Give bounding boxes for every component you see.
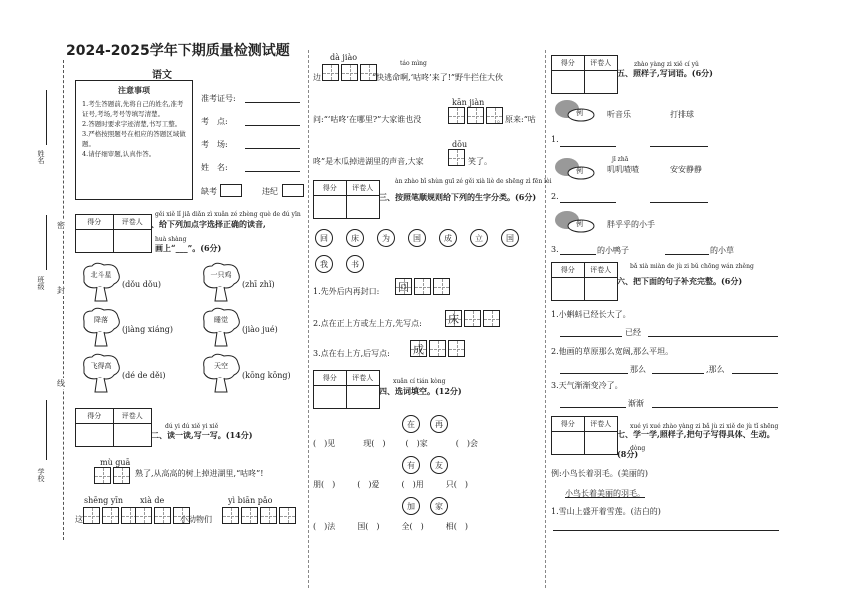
- room-label: 考 场:: [201, 140, 228, 149]
- column-separator: [545, 50, 546, 588]
- char-circle: 为: [377, 229, 395, 247]
- char-circle: 国: [501, 229, 519, 247]
- q5-answer1a[interactable]: [560, 146, 616, 147]
- mid-sentence4b: 。原来:“咕: [497, 115, 536, 124]
- q4-pair2: [402, 456, 448, 474]
- q6-s2c: ,那么: [706, 365, 725, 374]
- q3-char-circles: [315, 229, 519, 247]
- mid-pinyin-taoming: táo mìng: [400, 60, 427, 67]
- q3-boxes-rule3[interactable]: [410, 340, 467, 357]
- notice-title: 注意事项: [118, 85, 150, 95]
- q2-pinyin-shengyin: shēng yīn: [84, 496, 124, 505]
- q2-boxes-mugua[interactable]: [94, 467, 132, 484]
- reading-options[interactable]: (jiào jué): [242, 325, 278, 334]
- q5-ex3: 胖乎乎的小手: [607, 220, 655, 229]
- q2-pinyin-yibianpao: yì biān pǎo: [228, 496, 273, 505]
- sample-char: 回: [398, 280, 409, 294]
- word-choice: 再: [430, 415, 448, 433]
- mid-boxes-dou[interactable]: [448, 149, 467, 166]
- blank-item[interactable]: 现( ): [363, 439, 386, 448]
- example-badge-icon: [553, 156, 597, 180]
- score-label: 得分: [552, 56, 585, 71]
- char-circle: 床: [346, 229, 364, 247]
- reading-options[interactable]: (dǒu dǒu): [122, 280, 161, 289]
- q1-pinyin2: huà shàng: [155, 236, 187, 243]
- reading-options[interactable]: (zhī zhǐ): [242, 280, 275, 289]
- name-label: 姓 名:: [201, 163, 228, 172]
- q7-example-answer: 小鸟长着美丽的羽毛。: [565, 489, 645, 498]
- q1-instruction: 、给下列加点字选择正确的读音,: [151, 219, 266, 229]
- q4-instruction: 四、选词填空。(12分): [379, 386, 462, 396]
- example-label: 例: [576, 220, 583, 228]
- binding-school-line: [46, 400, 47, 460]
- q5-ex1: 听音乐: [607, 110, 631, 119]
- q5-pinyin-jizha: jī zhā: [612, 156, 629, 163]
- q2-sentence1: 熟了,从高高的树上掉进湖里,“咕咚”!: [135, 469, 264, 478]
- char-circle: 我: [315, 255, 333, 273]
- sample-char: 床: [448, 312, 459, 326]
- grader-label: 评卷人: [585, 56, 618, 71]
- tree-word: 睡觉: [214, 316, 228, 324]
- grader-cell[interactable]: [585, 432, 618, 454]
- q6-s2b: 那么: [630, 365, 646, 374]
- word-choice: 加: [402, 497, 420, 515]
- char-circle: 书: [346, 255, 364, 273]
- reading-options[interactable]: (dé de děi): [122, 371, 166, 380]
- blank-item[interactable]: 全( ): [401, 522, 424, 531]
- score-box-q4: [313, 370, 380, 409]
- grader-cell[interactable]: [585, 278, 618, 300]
- q3-instruction: 三、按照笔顺规则给下列的生字分类。(6分): [379, 192, 537, 202]
- q1-instruction2: 画上“___”。(6分): [155, 243, 222, 253]
- score-cell[interactable]: [552, 278, 585, 300]
- example-label: 例: [576, 109, 583, 117]
- score-label: 得分: [552, 417, 585, 432]
- blank-item[interactable]: ( )家: [405, 439, 436, 448]
- sample-char: 成: [413, 342, 424, 356]
- grader-label: 评卷人: [114, 215, 152, 230]
- q5-ex2: 叽叽喳喳: [607, 165, 639, 174]
- binding-class-label: 班级: [37, 276, 45, 290]
- score-cell[interactable]: [552, 432, 585, 454]
- q1-pinyin: gěi xiě lǐ jiā diǎn zì xuǎn zé zhèng què de dú yīn: [155, 211, 301, 218]
- q3-boxes-rule1[interactable]: [395, 278, 452, 295]
- grader-cell[interactable]: [347, 196, 380, 218]
- score-label: 得分: [314, 371, 347, 386]
- q4-row2: [313, 479, 468, 490]
- score-box-q3: [313, 180, 380, 219]
- score-box-q5: [551, 55, 618, 94]
- q6-blank3a[interactable]: [560, 407, 626, 408]
- blank-item[interactable]: ( )法: [313, 522, 336, 531]
- tree-word: 一只鸡: [210, 271, 232, 279]
- violation-label: 违纪: [262, 187, 278, 196]
- notice-item: 4.请仔细审题,认真作答。: [82, 150, 156, 158]
- q5-ex3c: 的小草: [710, 246, 734, 255]
- notice-box: [75, 80, 193, 200]
- blank-item[interactable]: ( )爱: [357, 480, 380, 489]
- word-tree-icon: [200, 307, 242, 347]
- site-field[interactable]: [245, 125, 300, 126]
- q6-s3b: 渐渐: [628, 399, 644, 408]
- q7-answer1[interactable]: [553, 530, 779, 531]
- q3-pinyin: àn zhào bǐ shùn guī zé gěi xià liè de shēng zì fēn lèi: [395, 178, 552, 185]
- mid-bian: 边: [313, 73, 321, 82]
- char-circle: 回: [315, 229, 333, 247]
- reading-options[interactable]: (jiàng xiáng): [122, 325, 173, 334]
- q5-answer2b[interactable]: [650, 202, 708, 203]
- blank-item[interactable]: 只( ): [445, 480, 468, 489]
- mid-sentence5: 咚”是木瓜掉进湖里的声音,大家: [313, 157, 424, 166]
- grader-label: 评卷人: [347, 181, 380, 196]
- q5-answer1b[interactable]: [650, 146, 708, 147]
- q5-ex2b: 安安静静: [670, 165, 702, 174]
- q6-s2: 2.他画的草原那么宽阔,那么平坦。: [551, 347, 674, 356]
- site-label: 考 点:: [201, 117, 228, 126]
- grader-cell[interactable]: [347, 386, 380, 408]
- q3-boxes-rule2[interactable]: [445, 310, 502, 327]
- q2-instruction: 二、读一读,写一写。(14分): [151, 430, 253, 440]
- notice-item: 1.考生答题前,先将自己的姓名,准考证号,考场,考号等填写清楚。: [82, 100, 184, 118]
- q5-num1: 1.: [551, 135, 559, 144]
- word-tree-icon: [200, 353, 242, 393]
- tree-word: 飞得高: [90, 362, 112, 370]
- mid-boxes-dajiao[interactable]: [322, 64, 379, 81]
- grader-cell[interactable]: [585, 71, 618, 93]
- column-separator: [308, 50, 309, 588]
- grader-label: 评卷人: [347, 371, 380, 386]
- q7-example: 例:小鸟长着羽毛。(美丽的): [551, 469, 648, 478]
- q6-blank2a[interactable]: [560, 373, 628, 374]
- q6-blank1a[interactable]: [560, 336, 622, 337]
- subject-label: 语文: [152, 70, 172, 81]
- blank-item[interactable]: ( )用: [401, 480, 424, 489]
- blank-item[interactable]: 朋( ): [313, 480, 336, 489]
- grader-cell[interactable]: [114, 230, 152, 252]
- q5-num3: 3.: [551, 245, 559, 254]
- grader-label: 评卷人: [585, 417, 618, 432]
- score-cell[interactable]: [76, 230, 114, 252]
- word-tree-icon: [80, 262, 122, 302]
- score-cell[interactable]: [76, 424, 114, 446]
- q4-row1: [313, 438, 478, 449]
- score-label: 得分: [76, 409, 114, 424]
- q2-pinyin: dú yi dú xiě yi xiě: [165, 423, 219, 430]
- mid-pinyin-dou: dōu: [452, 140, 468, 149]
- q5-instruction: 五、照样子,写词语。(6分): [617, 68, 713, 78]
- char-circle: 成: [439, 229, 457, 247]
- q6-pinyin: bǎ xià miàn de jù zi bǔ chōng wán zhěng: [630, 263, 754, 270]
- word-tree-icon: [80, 353, 122, 393]
- q4-pinyin: xuǎn cí tián kòng: [393, 378, 446, 385]
- score-cell[interactable]: [314, 196, 347, 218]
- word-choice: 友: [430, 456, 448, 474]
- mid-sentence4: 问:“‘咕咚’在哪里?”大家谁也没: [313, 115, 422, 124]
- tree-word: 降落: [94, 316, 108, 324]
- blank-item[interactable]: 国( ): [357, 522, 380, 531]
- score-label: 得分: [314, 181, 347, 196]
- seal-xian: 线: [57, 379, 65, 388]
- word-choice: 有: [402, 456, 420, 474]
- word-tree-icon: [80, 307, 122, 347]
- q6-s1b: 已经: [625, 328, 641, 337]
- binding-class-line: [46, 215, 47, 270]
- absent-label: 缺考: [201, 187, 217, 196]
- q6-instruction: 六、把下面的句子补充完整。(6分): [617, 276, 743, 286]
- example-label: 例: [576, 167, 583, 175]
- word-choice: 在: [402, 415, 420, 433]
- tree-word: 北斗星: [90, 271, 112, 279]
- q2-pinyin-mugua: mù guā: [100, 458, 131, 467]
- exam-no-label: 准考证号:: [201, 94, 236, 103]
- mid-pinyin-kanjian: kān jiàn: [452, 98, 485, 107]
- seal-feng: 封: [57, 286, 65, 295]
- q5-ex1b: 打排球: [670, 110, 694, 119]
- q6-blank3b[interactable]: [652, 407, 778, 408]
- word-choice: 家: [430, 497, 448, 515]
- binding-name-line: [46, 90, 47, 145]
- binding-line: [63, 60, 64, 540]
- score-box-q1: [75, 214, 152, 253]
- q7-instruction: 七、学一学,照样子,把句子写得具体、生动。(8分): [617, 429, 775, 459]
- char-circle: 立: [470, 229, 488, 247]
- q2-boxes-yibianpao[interactable]: [222, 507, 298, 524]
- score-box-q7: [551, 416, 618, 455]
- reading-options[interactable]: (kōng kōng): [242, 371, 291, 380]
- blank-item[interactable]: ( )见: [313, 439, 344, 448]
- room-field[interactable]: [245, 148, 300, 149]
- q3-rule2: 2.点在正上方或左上方,先写点:: [313, 319, 422, 328]
- q4-pair1: [402, 415, 448, 433]
- mid-sentence5b: 笑了。: [468, 157, 492, 166]
- score-label: 得分: [76, 215, 114, 230]
- q5-pinyin: zhào yàng zi xiě cí yǔ: [634, 61, 699, 68]
- mid-pinyin-dajiao: dà jiào: [330, 53, 358, 62]
- q5-answer3a[interactable]: [560, 254, 596, 255]
- name-field[interactable]: [245, 171, 300, 172]
- q3-char-circles-row2: [315, 255, 364, 273]
- q2-zhe: 这: [75, 515, 83, 524]
- notice-item: 3.严格按照题号在相应的答题区域做题。: [82, 130, 186, 148]
- char-circle: 国: [408, 229, 426, 247]
- absent-checkbox[interactable]: [220, 184, 242, 197]
- q5-num2: 2.: [551, 192, 559, 201]
- q2-boxes-shengyin[interactable]: [83, 507, 140, 524]
- score-box-q6: [551, 262, 618, 301]
- tree-word: 天空: [214, 362, 228, 370]
- score-box-q2: [75, 408, 152, 447]
- q6-blank1b[interactable]: [648, 336, 778, 337]
- example-badge-icon: [553, 209, 597, 233]
- mid-sentence3: “快逃命啊,‘咕咚’来了!”野牛拦住大伙: [372, 73, 504, 82]
- q3-rule1: 1.先外后内再封口:: [313, 287, 380, 296]
- q6-blank2b[interactable]: [652, 373, 704, 374]
- q6-s3: 3.天气渐渐变冷了。: [551, 381, 623, 390]
- binding-name-label: 姓名: [37, 150, 45, 164]
- score-cell[interactable]: [552, 71, 585, 93]
- q6-s1: 1.小蝌蚪已经长大了。: [551, 310, 631, 319]
- q4-row3: [313, 521, 468, 532]
- blank-item[interactable]: ( )会: [455, 439, 478, 448]
- example-badge-icon: [553, 98, 597, 122]
- q6-blank2c[interactable]: [732, 373, 778, 374]
- grader-cell[interactable]: [114, 424, 152, 446]
- binding-school-label: 学校: [37, 468, 45, 482]
- grader-label: 评卷人: [114, 409, 152, 424]
- q5-ex3b: 的小鸭子: [597, 246, 629, 255]
- page-title: 2024-2025学年下期质量检测试题: [66, 43, 290, 59]
- q5-answer3b[interactable]: [665, 254, 709, 255]
- q2-pinyin-xiade: xià de: [140, 496, 165, 505]
- exam-no-field[interactable]: [245, 102, 300, 103]
- seal-mi: 密: [57, 221, 65, 230]
- q7-pinyin: xué yi xué zhào yàng zi bǎ jù zi xiě de jù tǐ shēng dòng: [630, 423, 779, 452]
- violation-checkbox[interactable]: [282, 184, 304, 197]
- q4-pair3: [402, 497, 448, 515]
- blank-item[interactable]: 相( ): [445, 522, 468, 531]
- notice-item: 2.答题时要求字迹清楚,书写工整。: [82, 120, 182, 128]
- score-label: 得分: [552, 263, 585, 278]
- q3-rule3: 3.点在右上方,后写点:: [313, 349, 390, 358]
- q7-s1: 1.雪山上盛开着雪莲。(洁白的): [551, 507, 661, 516]
- q2-dongwumen: 小动物们: [180, 515, 212, 524]
- word-tree-icon: [200, 262, 242, 302]
- q5-answer2a[interactable]: [560, 202, 616, 203]
- grader-label: 评卷人: [585, 263, 618, 278]
- score-cell[interactable]: [314, 386, 347, 408]
